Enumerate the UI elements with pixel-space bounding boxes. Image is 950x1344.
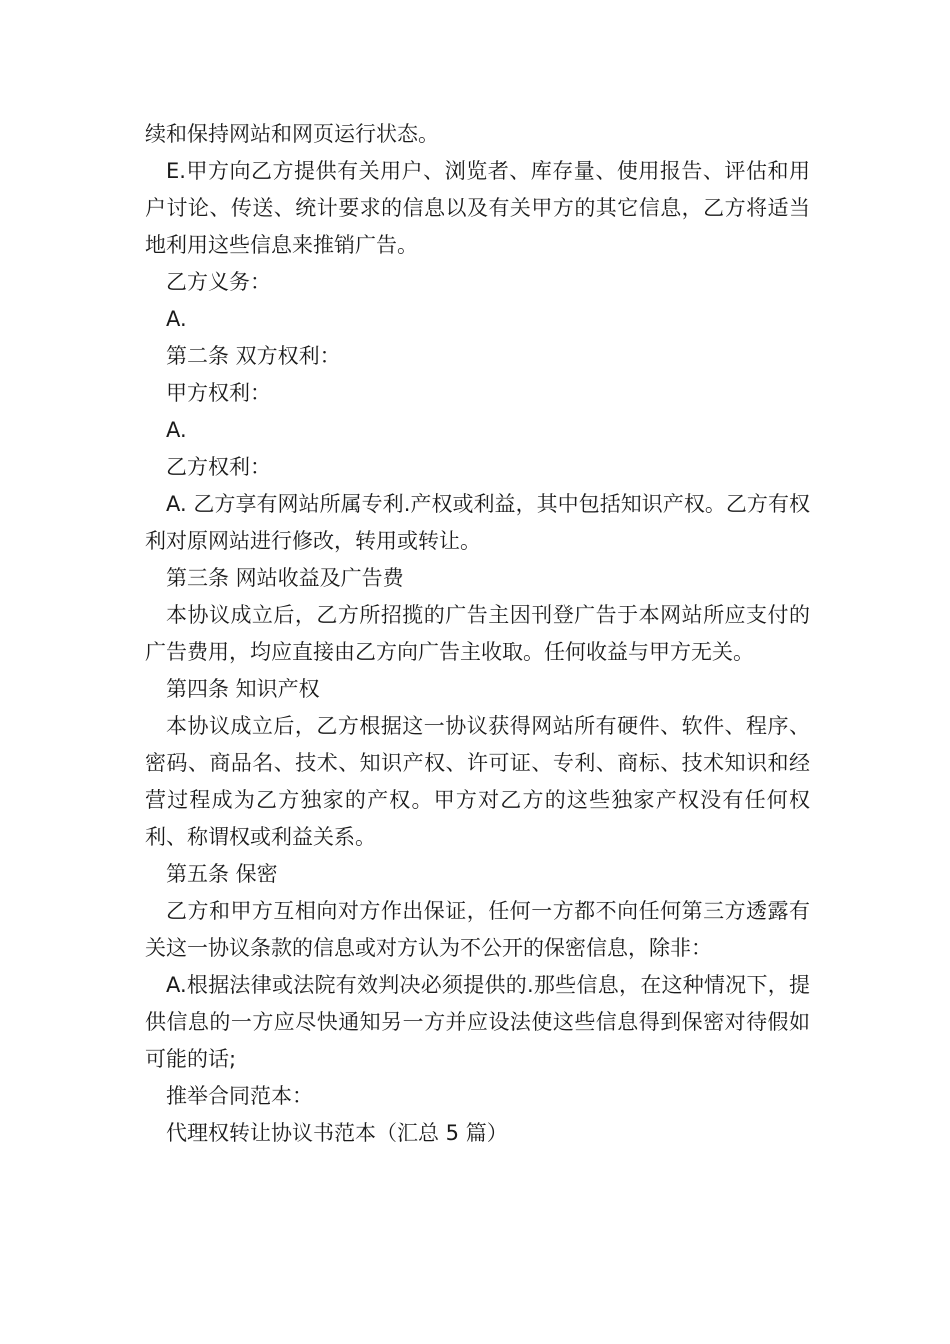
heading-article-3: 第三条 网站收益及广告费: [166, 566, 404, 590]
heading-article-4: 第四条 知识产权: [166, 677, 320, 701]
paragraph-party-b-rights: 乙方权利：: [166, 455, 271, 479]
paragraph-template-link: 代理权转让协议书范本（汇总 5 篇）: [166, 1121, 508, 1145]
paragraph-intellectual-property: 本协议成立后，乙方根据这一协议获得网站所有硬件、软件、程序、密码、商品名、技术、知识产权、许可证、专利、商标、技术知识和经营过程成为乙方独家的产权。甲方对乙方的这些独家产权没有任何权利、称谓权或利益关系。: [145, 714, 810, 849]
heading-article-2: 第二条 双方权利：: [166, 344, 341, 368]
document-body: [145, 116, 810, 1152]
paragraph-ad-revenue: 本协议成立后，乙方所招揽的广告主因刊登广告于本网站所应支付的广告费用，均应直接由乙方向广告主收取。任何收益与甲方无关。: [145, 603, 810, 664]
paragraph-item-a: A.: [166, 307, 187, 331]
paragraph-item-a: A.: [166, 418, 187, 442]
heading-article-5: 第五条 保密: [166, 862, 278, 886]
paragraph-party-b-rights-a: A. 乙方享有网站所属专利.产权或利益，其中包括知识产权。乙方有权利对原网站进行修改，转用或转让。: [145, 492, 810, 553]
paragraph-continuation: 续和保持网站和网页运行状态。: [145, 122, 439, 146]
paragraph-party-a-rights: 甲方权利：: [166, 381, 271, 405]
paragraph-clause-e: E.甲方向乙方提供有关用户、浏览者、库存量、使用报告、评估和用户讨论、传送、统计要求的信息以及有关甲方的其它信息，乙方将适当地利用这些信息来推销广告。: [145, 159, 810, 257]
paragraph-recommended-templates: 推举合同范本：: [166, 1084, 313, 1108]
paragraph-confidentiality-a: A.根据法律或法院有效判决必须提供的.那些信息，在这种情况下，提供信息的一方应尽快通知另一方并应设法使这些信息得到保密对待假如可能的话;: [145, 973, 810, 1071]
paragraph-party-b-obligations: 乙方义务：: [166, 270, 271, 294]
paragraph-confidentiality: 乙方和甲方互相向对方作出保证，任何一方都不向任何第三方透露有关这一协议条款的信息或对方认为不公开的保密信息，除非：: [145, 899, 810, 960]
